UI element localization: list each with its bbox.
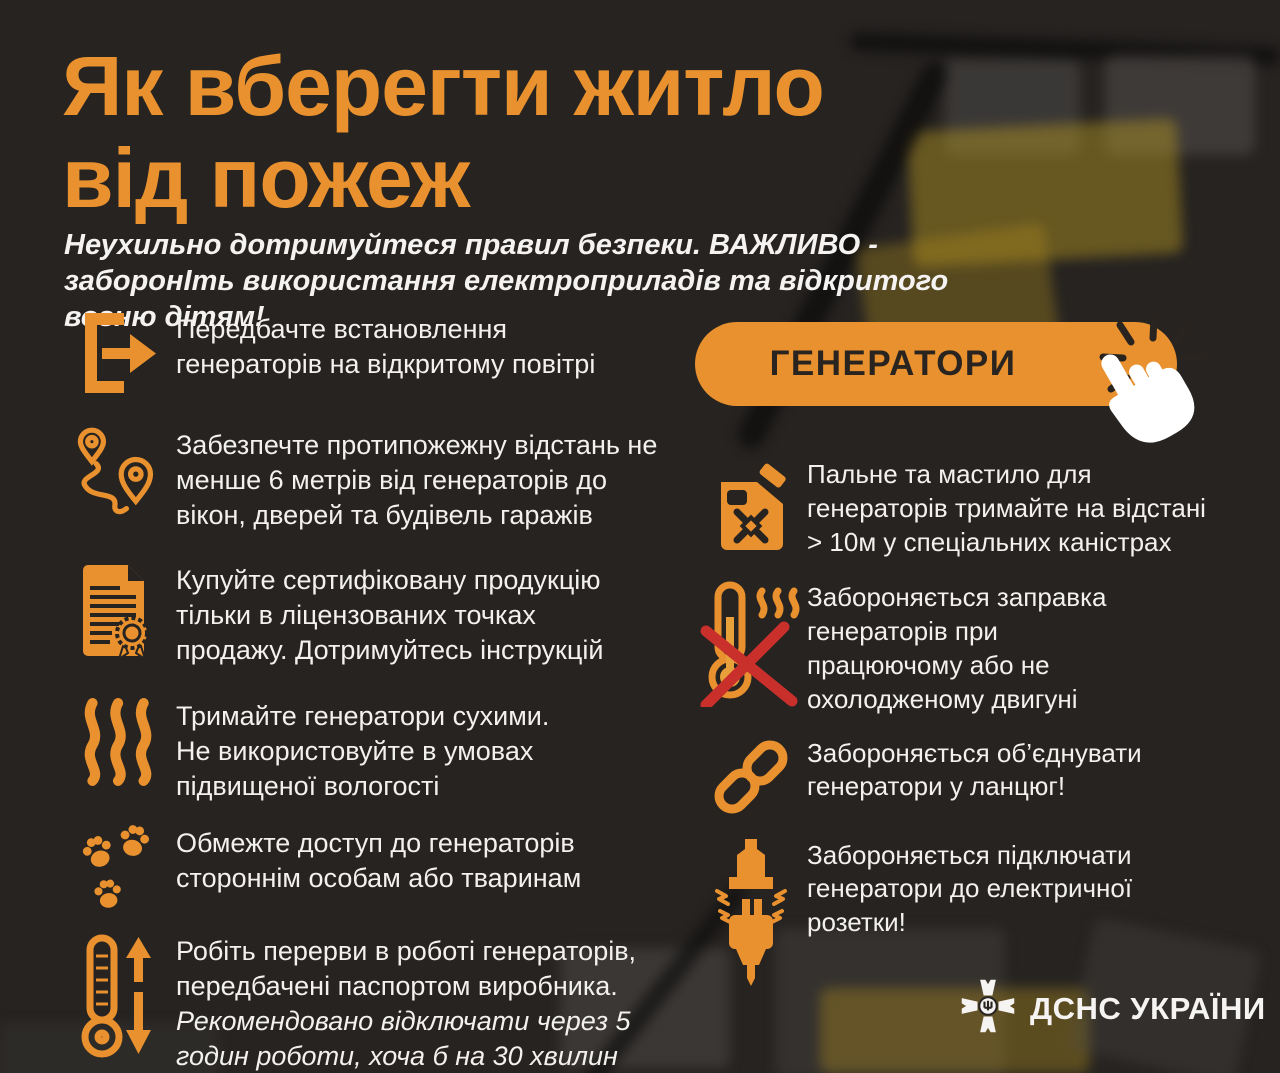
paw-prints-icon: [58, 824, 176, 910]
thermometer-breaks-icon: [58, 932, 176, 1060]
generators-button[interactable]: [695, 322, 1177, 406]
tip-certified-products: [58, 561, 678, 668]
dsns-logo: [960, 978, 1266, 1039]
tip-text: Забороняється підключати генератори до електричної розетки!: [807, 839, 1133, 938]
route-distance-icon: [58, 426, 176, 518]
chain-link-icon: [695, 735, 807, 819]
tip-work-breaks: [58, 932, 678, 1073]
jerrycan-icon: [695, 456, 807, 554]
tip-restrict-access: [58, 824, 678, 910]
tip-text: Забороняється заправка генераторів при працюючому або не охолодженому двигуні: [807, 582, 1107, 714]
tip-text: Купуйте сертифіковану продукцію тільки в ліцензованих точках продажу. Дотримуйтесь інструкцій: [176, 565, 604, 666]
tip-text: Обмежте доступ до генераторів стороннім особам або тваринам: [176, 827, 582, 893]
dsns-emblem-icon: [960, 978, 1016, 1039]
tip-no-wall-socket: [695, 837, 1255, 987]
tip-text: Передбачте встановлення генераторів на відкритому повітрі: [176, 314, 596, 380]
certificate-icon: [58, 561, 176, 661]
page-title: [62, 40, 824, 225]
tip-text: Забороняється об’єднувати генератори у ланцюг!: [807, 737, 1142, 802]
dsns-logo-text: ДСНС УКРАЇНИ: [1030, 990, 1266, 1026]
tip-text: Тримайте генератори сухими. Не використовуйте в умовах підвищеної вологості: [176, 700, 550, 801]
steam-humidity-icon: [58, 697, 176, 787]
generators-button-label: ГЕНЕРАТОРИ: [769, 344, 1017, 383]
tip-text: [176, 932, 678, 1073]
page-title-line2: від пожеж: [62, 131, 470, 226]
tip-no-chaining: [695, 735, 1255, 819]
left-tips-column: [58, 310, 678, 1073]
right-tips-column: [695, 322, 1255, 1011]
tip-fuel-storage: [695, 456, 1255, 559]
page-subtitle: Неухильно дотримуйтеся правил безпеки. ВАЖЛИВО - заборонІть використання електроприладів та відкритого вогню дітям!: [64, 229, 949, 333]
tip-outdoor-install: [58, 310, 678, 396]
unplug-socket-icon: [695, 837, 807, 987]
tip-no-hot-refuel: [695, 579, 1255, 716]
tip-text: Пальне та мастило для генераторів тримайте на відстані > 10м у спеціальних каністрах: [807, 459, 1206, 557]
exit-outdoor-icon: [58, 310, 176, 396]
tip-keep-dry: [58, 697, 678, 804]
tip-text-main: Робіть перерви в роботі генераторів, передбачені паспортом виробника.: [176, 935, 637, 1001]
tip-text: Забезпечте протипожежну відстань не менше 6 метрів від генераторів до вікон, дверей та будівель гаражів: [176, 430, 658, 531]
tip-fire-distance: [58, 426, 678, 533]
page-title-line1: Як вберегти житло: [62, 39, 824, 133]
tip-text-note: Рекомендовано відключати через 5 годин роботи, хоча б на 30 хвилин: [176, 1006, 631, 1072]
no-hot-refuel-icon: [695, 579, 807, 707]
